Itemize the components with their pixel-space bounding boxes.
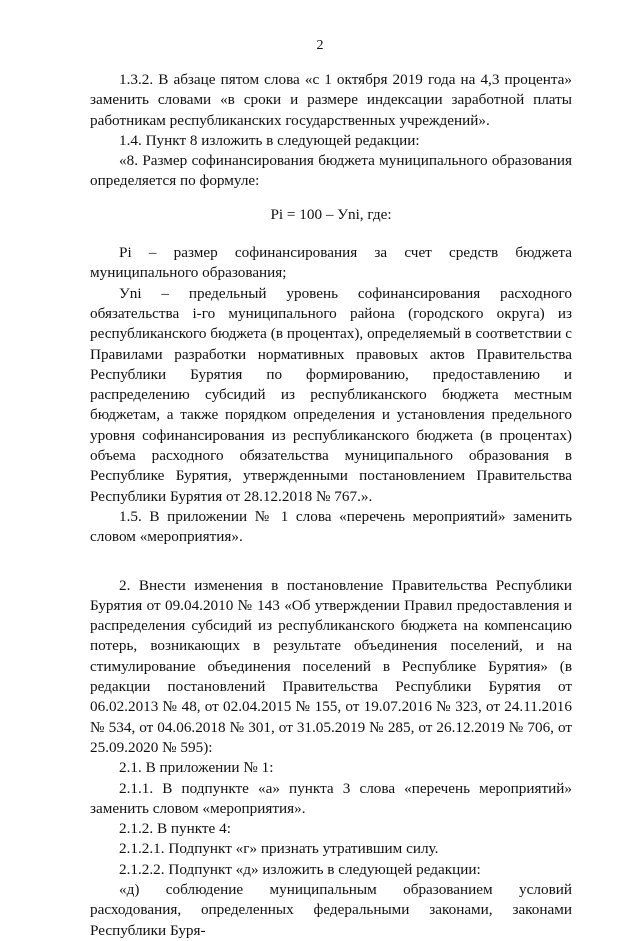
paragraph-2-1-2-1: 2.1.2.1. Подпункт «г» признать утратившим силу. — [119, 840, 439, 858]
paragraph-2-1-2: 2.1.2. В пункте 4: — [119, 820, 231, 838]
paragraph-2-1: 2.1. В приложении № 1: — [119, 759, 274, 777]
paragraph-1-3-2: 1.3.2. В абзаце пятом слова «с 1 октября 2019 года на 4,3 процента» заменить словами «в сроки и размере индексации заработной платы работникам республиканских государственных учреждений». — [90, 71, 572, 129]
paragraph-1-5: 1.5. В приложении № 1 слова «перечень мероприятий» заменить словом «мероприятия». — [90, 507, 572, 546]
paragraph-uni-definition: Уni – предельный уровень софинансирования расходного обязательства i-го муниципального района (городского округа) из республиканского бюджета (в процентах), определяемый в соответствии с Правилами разработки нормативных правовых актов Правительства Республики Бурятия по формированию, предоставлению и распределению субсидий из республиканского бюджета местным бюджетам, а также порядком определения и установления предельного уровня софинансирования из республиканского бюджета (в процентах) объема расходного обязательства муниципального образования в Республике Бурятия, утвержденными постановлением Правительства Республики Бурятия от 28.12.2018 № 767.». — [90, 284, 572, 505]
paragraph-1-4: 1.4. Пункт 8 изложить в следующей редакции: — [119, 131, 420, 149]
paragraph-2-1-1: 2.1.1. В подпункте «а» пункта 3 слова «перечень мероприятий» заменить словом «мероприятия». — [90, 779, 572, 817]
paragraph-point-8: «8. Размер софинансирования бюджета муниципального образования определяется по формуле: — [90, 152, 572, 190]
paragraph-2-1-2-2: 2.1.2.2. Подпункт «д» изложить в следующей редакции: — [119, 860, 481, 878]
page-number: 2 — [316, 38, 324, 53]
paragraph-2: 2. Внести изменения в постановление Правительства Республики Бурятия от 09.04.2010 № 143 «Об утверждении Правил предоставления и распределения субсидий из республиканского бюджета на компенсацию потерь, возникающих в результате объединения поселений, и на стимулирование объединения поселений в Республике Бурятия» (в редакции постановлений Правительства Республики Бурятия от 06.02.2013 № 48, от 02.04.2015 № 155, от 19.07.2016 № 323, от 24.11.2016 № 534, от 04.06.2018 № 301, от 31.05.2019 № 285, от 26.12.2019 № 706, от 25.09.2020 № 595): — [90, 576, 572, 756]
formula: Pi = 100 – Уni, где: — [270, 205, 392, 223]
document-body — [90, 70, 572, 941]
paragraph-pi-definition: Pi – размер софинансирования за счет средств бюджета муниципального образования; — [90, 244, 572, 282]
paragraph-subpoint-d: «д) соблюдение муниципальным образованием условий расходования, определенных федеральными законами, законами Республики Буря- — [90, 880, 572, 939]
